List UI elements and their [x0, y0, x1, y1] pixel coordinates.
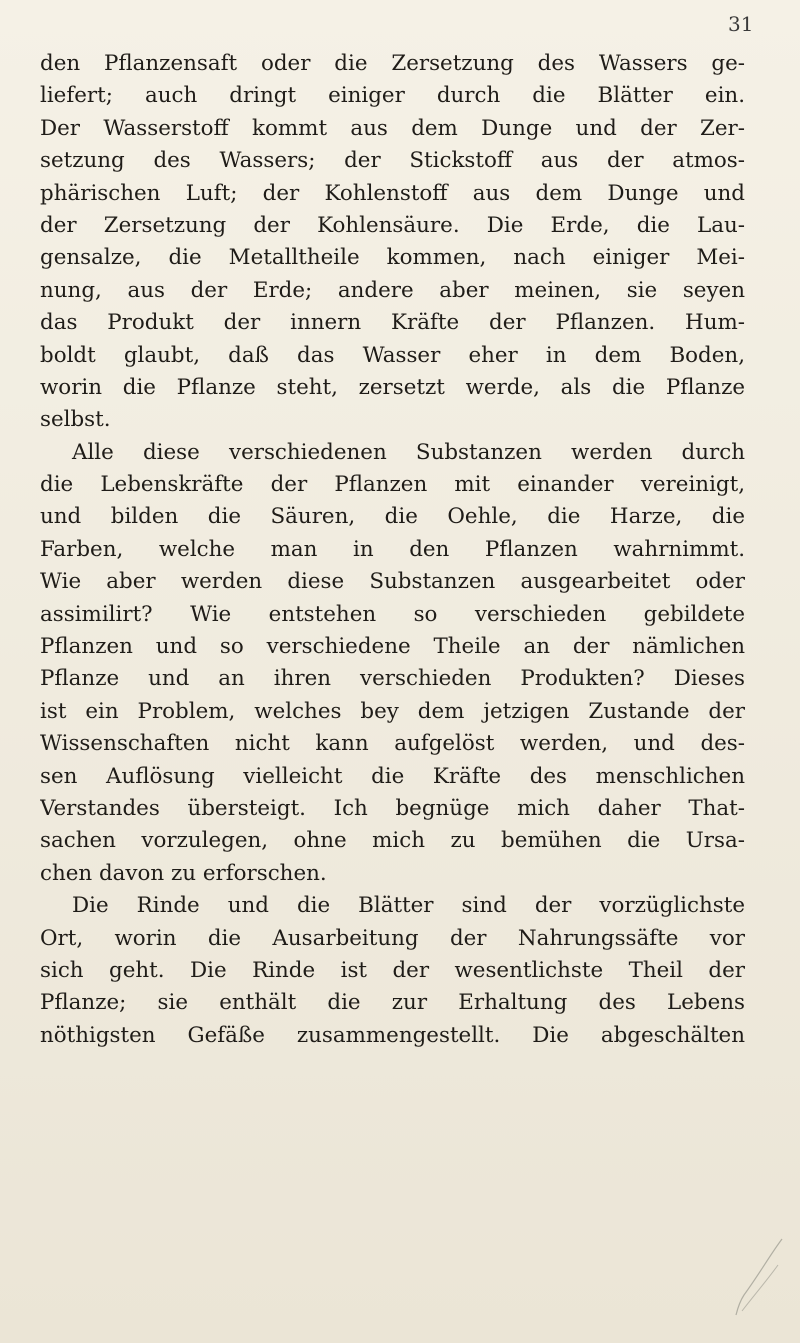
text-line: sich geht. Die Rinde ist der wesentlichste Theil der	[40, 957, 745, 983]
paragraph-3	[40, 890, 745, 1052]
text-line: und bilden die Säuren, die Oehle, die Harze, die	[40, 504, 745, 530]
text-line: Pflanze; sie enthält die zur Erhaltung des Lebens	[40, 990, 745, 1016]
text-line: nung, aus der Erde; andere aber meinen, sie seyen	[40, 277, 745, 303]
text-line: phärischen Luft; der Kohlenstoff aus dem Dunge und	[40, 180, 745, 206]
paragraph-1	[40, 48, 745, 437]
text-line: nöthigsten Gefäße zusammengestellt. Die abgeschälten	[40, 1022, 745, 1048]
text-line: liefert; auch dringt einiger durch die Blätter ein.	[40, 83, 745, 109]
text-line: worin die Pflanze steht, zersetzt werde, als die Pflanze	[40, 374, 745, 400]
text-line: Der Wasserstoff kommt aus dem Dunge und der Zer-	[40, 115, 745, 141]
paragraph-2	[40, 437, 745, 890]
text-line: sen Auflösung vielleicht die Kräfte des menschlichen	[40, 763, 745, 789]
text-line: die Lebenskräfte der Pflanzen mit einander vereinigt,	[40, 472, 745, 498]
text-line: Alle diese verschiedenen Substanzen werden durch	[72, 439, 745, 465]
text-line: boldt glaubt, daß das Wasser eher in dem Boden,	[40, 342, 745, 368]
text-line: Pflanze und an ihren verschieden Produkten? Dieses	[40, 666, 745, 692]
text-line: Verstandes übersteigt. Ich begnüge mich daher That-	[40, 795, 745, 821]
text-line: Farben, welche man in den Pflanzen wahrnimmt.	[40, 536, 745, 562]
text-line: Pflanzen und so verschiedene Theile an der nämlichen	[40, 634, 745, 660]
body-text	[40, 48, 745, 1052]
text-line: gensalze, die Metalltheile kommen, nach einiger Mei-	[40, 245, 745, 271]
text-line: assimilirt? Wie entstehen so verschieden gebildete	[40, 601, 745, 627]
text-line: Die Rinde und die Blätter sind der vorzüglichste	[72, 893, 745, 919]
text-line: den Pflanzensaft oder die Zersetzung des Wassers ge-	[40, 51, 745, 76]
text-line: Wie aber werden diese Substanzen ausgearbeitet oder	[40, 569, 745, 595]
text-line: Wissenschaften nicht kann aufgelöst werden, und des-	[40, 731, 745, 757]
text-line: der Zersetzung der Kohlensäure. Die Erde, die Lau-	[40, 212, 745, 238]
text-line: das Produkt der innern Kräfte der Pflanzen. Hum-	[40, 310, 745, 336]
page-number: 31	[728, 12, 754, 36]
text-line: setzung des Wassers; der Stickstoff aus der atmos-	[40, 148, 745, 174]
pencil-mark-icon	[730, 1235, 790, 1325]
text-line: chen davon zu erforschen.	[40, 860, 327, 886]
text-line: selbst.	[40, 407, 111, 433]
text-line: ist ein Problem, welches bey dem jetzigen Zustande der	[40, 698, 745, 724]
text-line: Ort, worin die Ausarbeitung der Nahrungssäfte vor	[40, 925, 745, 951]
text-line: sachen vorzulegen, ohne mich zu bemühen die Ursa-	[40, 828, 745, 854]
